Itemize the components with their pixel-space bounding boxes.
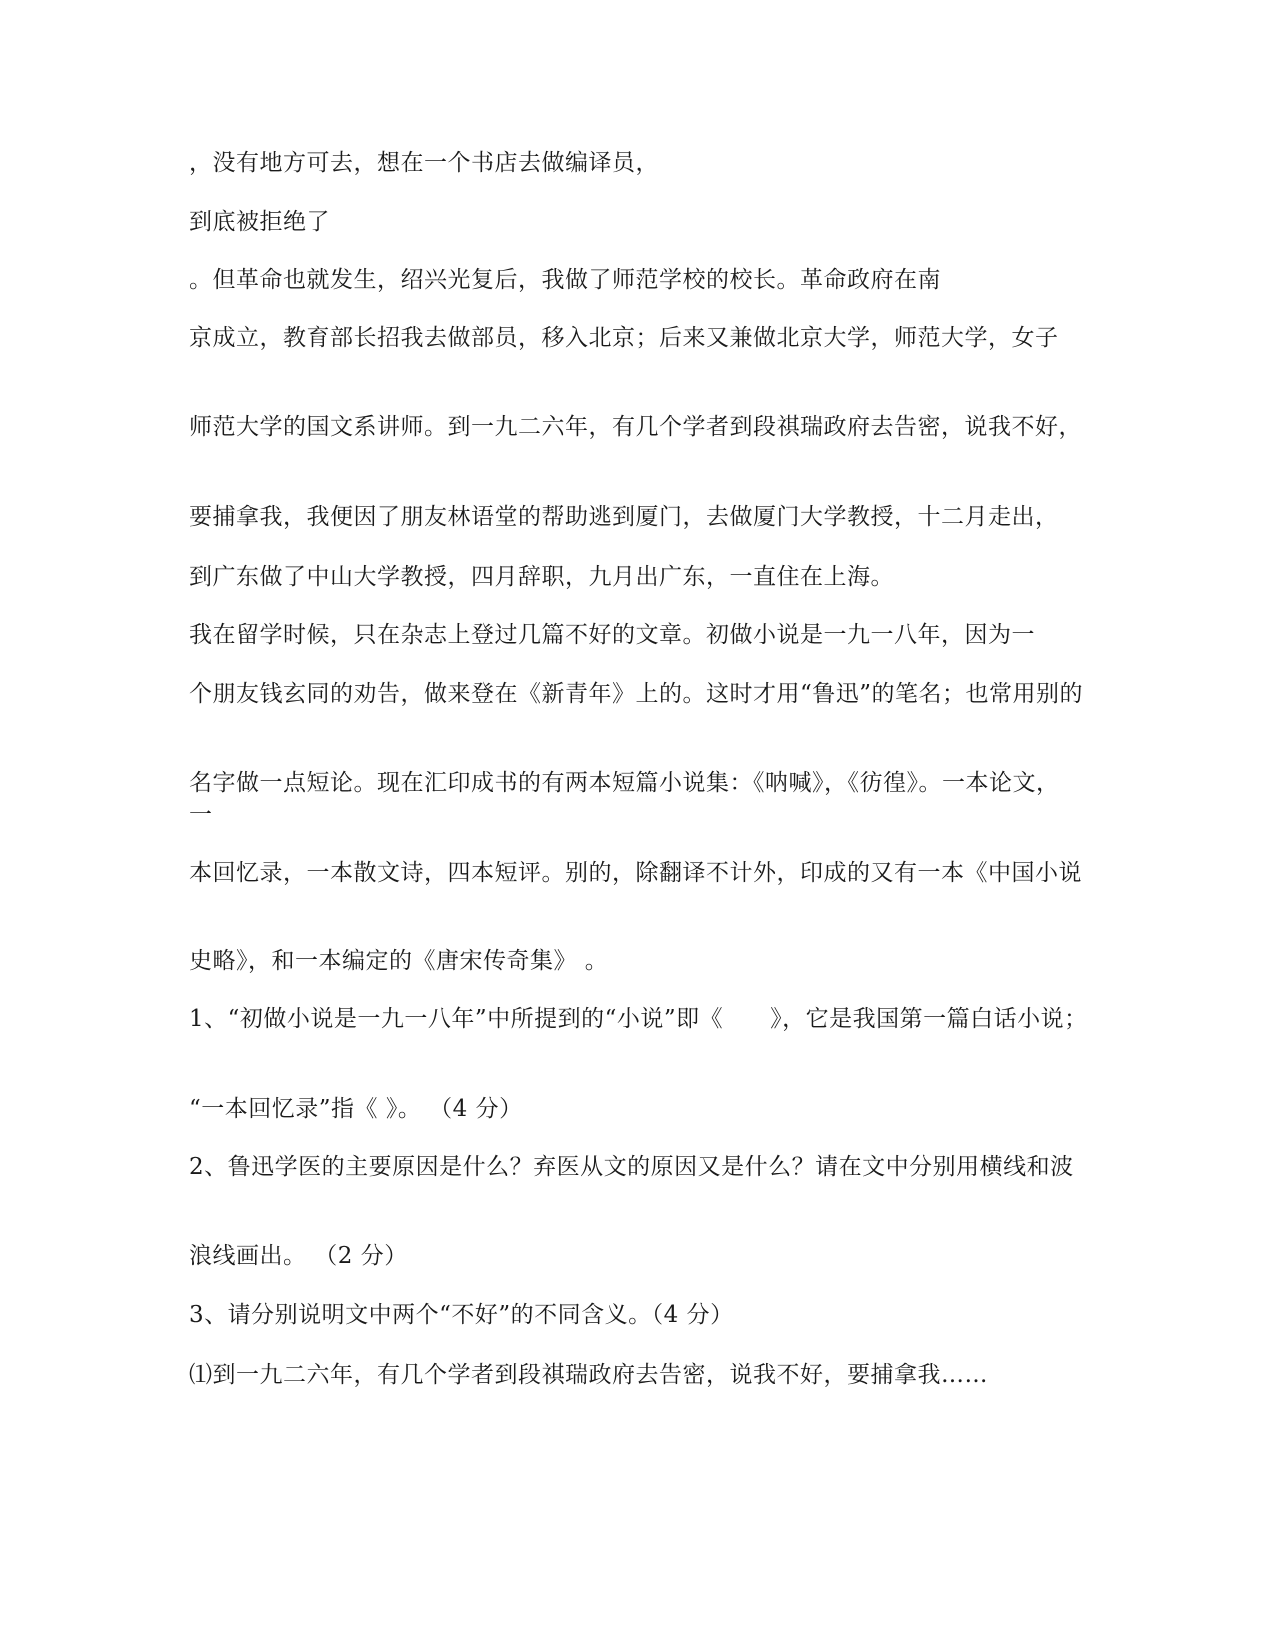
- paragraph-9: 个朋友钱玄同的劝告，做来登在《新青年》上的。这时才用“鲁迅”的笔名；也常用别的: [189, 681, 1084, 707]
- question-2: 2、鲁迅学医的主要原因是什么？弃医从文的原因又是什么？请在文中分别用横线和波: [189, 1154, 1074, 1180]
- paragraph-10: 名字做一点短论。现在汇印成书的有两本短篇小说集：《呐喊》，《彷徨》。一本论文， 一: [189, 770, 1068, 828]
- question-3-item-1: ⑴到一九二六年，有几个学者到段祺瑞政府去告密，说我不好，要捕拿我……: [189, 1362, 988, 1388]
- paragraph-8: 我在留学时候，只在杂志上登过几篇不好的文章。初做小说是一九一八年，因为一: [189, 622, 1035, 648]
- paragraph-7: 到广东做了中山大学教授，四月辞职，九月出广东，一直住在上海。: [189, 564, 894, 590]
- paragraph-3: 。但革命也就发生，绍兴光复后，我做了师范学校的校长。革命政府在南: [189, 267, 941, 293]
- paragraph-12: 史略》，和一本编定的《唐宋传奇集》 。: [189, 948, 609, 974]
- paragraph-11: 本回忆录，一本散文诗，四本短评。别的，除翻译不计外，印成的又有一本《中国小说: [189, 860, 1082, 886]
- paragraph-5: 师范大学的国文系讲师。到一九二六年，有几个学者到段祺瑞政府去告密，说我不好，: [189, 414, 1082, 440]
- question-1: 1、“初做小说是一九一八年”中所提到的“小说”即《 》，它是我国第一篇白话小说；: [189, 1006, 1088, 1032]
- paragraph-2: 到底被拒绝了: [189, 209, 330, 235]
- question-2-continued: 浪线画出。 （2 分）: [189, 1243, 408, 1269]
- question-3: 3、请分别说明文中两个“不好”的不同含义。（4 分）: [189, 1302, 734, 1328]
- paragraph-4: 京成立，教育部长招我去做部员，移入北京；后来又兼做北京大学，师范大学，女子: [189, 325, 1059, 351]
- paragraph-6: 要捕拿我，我便因了朋友林语堂的帮助逃到厦门，去做厦门大学教授，十二月走出，: [189, 504, 1059, 530]
- question-1-continued: “一本回忆录”指《 》。 （4 分）: [189, 1096, 523, 1122]
- paragraph-1: ，没有地方可去，想在一个书店去做编译员，: [189, 150, 659, 176]
